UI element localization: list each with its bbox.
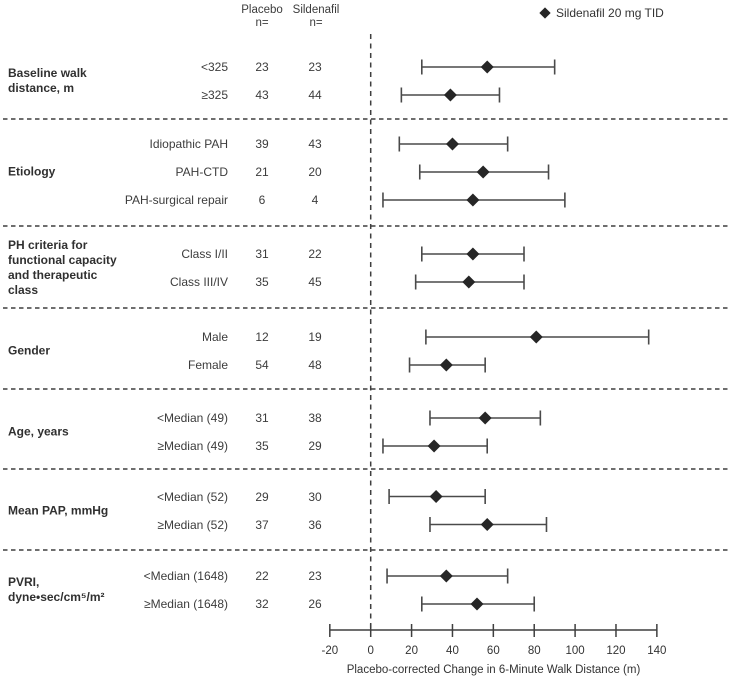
section-label: Gender: [8, 343, 51, 358]
subgroup-label: ≥Median (52): [157, 517, 228, 532]
subgroup-label: ≥325: [201, 88, 228, 102]
subgroup-label: <Median (52): [156, 489, 228, 504]
sildenafil-n-value: 36: [308, 517, 322, 532]
placebo-n-value: 6: [258, 193, 266, 207]
x-axis-tick-label: 40: [446, 645, 459, 657]
section-label-line: Baseline walk: [8, 66, 87, 80]
x-axis-tick-label: 140: [647, 645, 667, 657]
placebo-n-value: 31: [255, 247, 269, 261]
sildenafil-n-value: 23: [308, 60, 322, 74]
sildenafil-n-value: 45: [308, 275, 322, 289]
section-label-line: class: [8, 283, 39, 297]
sildenafil-n-value: 44: [308, 88, 322, 102]
column-header-sildenafil-sub: n=: [309, 17, 323, 29]
sildenafil-n-value: 30: [308, 489, 322, 504]
sildenafil-n-value: 29: [308, 439, 322, 453]
x-axis-tick-label: -20: [321, 645, 339, 657]
section-label-line: PH criteria for: [8, 238, 88, 252]
subgroup-label: Female: [187, 358, 228, 372]
subgroup-label: Class I/II: [181, 247, 228, 261]
subgroup-label: Idiopathic PAH: [149, 137, 228, 151]
section-label: Etiology: [8, 164, 56, 179]
subgroup-label: PAH-CTD: [175, 165, 228, 179]
section-label-line: PVRI,: [8, 575, 40, 589]
section-label-line: functional capacity: [8, 253, 117, 267]
sildenafil-n-value: 23: [308, 569, 322, 583]
placebo-n-value: 43: [255, 88, 269, 102]
column-header-sildenafil-title: Sildenafil: [292, 4, 340, 16]
section-label-line: dyne•sec/cm⁵/m²: [8, 590, 105, 604]
subgroup-label: <Median (1648): [143, 569, 228, 583]
subgroup-label: <325: [200, 60, 228, 74]
x-axis-tick-label: 60: [486, 645, 500, 657]
sildenafil-n-value: 4: [311, 193, 319, 207]
subgroup-label: Class III/IV: [169, 275, 228, 289]
sildenafil-n-value: 38: [308, 411, 322, 425]
placebo-n-value: 54: [255, 358, 269, 372]
section-label: Mean PAP, mmHg: [8, 503, 109, 517]
placebo-n-value: 23: [255, 60, 269, 74]
sildenafil-n-value: 48: [308, 358, 322, 372]
sildenafil-n-value: 26: [308, 597, 322, 611]
placebo-n-value: 37: [255, 517, 269, 532]
column-header-placebo-sub: n=: [255, 17, 269, 29]
placebo-n-value: 21: [255, 165, 269, 179]
placebo-n-value: 32: [255, 597, 269, 611]
subgroup-label: <Median (49): [156, 411, 228, 425]
sildenafil-n-value: 43: [308, 137, 322, 151]
section-label: Age, years: [8, 424, 69, 439]
placebo-n-value: 12: [255, 330, 269, 344]
legend-label: Sildenafil 20 mg TID: [556, 6, 664, 20]
subgroup-label: ≥Median (1648): [144, 597, 228, 611]
placebo-n-value: 35: [255, 439, 269, 453]
x-axis-tick-label: 120: [606, 645, 626, 657]
x-axis-tick-label: 20: [405, 645, 418, 657]
sildenafil-n-value: 19: [308, 330, 322, 344]
sildenafil-n-value: 20: [308, 165, 322, 179]
placebo-n-value: 39: [255, 137, 269, 151]
x-axis-tick-label: 0: [367, 645, 374, 657]
x-axis-title: Placebo-corrected Change in 6-Minute Walk Distance (m): [346, 664, 641, 676]
section-label-line: distance, m: [8, 81, 75, 95]
section-label-line: and therapeutic: [8, 268, 98, 282]
subgroup-label: PAH-surgical repair: [124, 193, 228, 207]
placebo-n-value: 29: [255, 489, 269, 504]
subgroup-label: Male: [201, 330, 228, 344]
column-header-placebo-title: Placebo: [241, 4, 283, 16]
subgroup-label: ≥Median (49): [157, 439, 228, 453]
placebo-n-value: 22: [255, 569, 269, 583]
placebo-n-value: 31: [255, 411, 269, 425]
placebo-n-value: 35: [255, 275, 269, 289]
sildenafil-n-value: 22: [308, 247, 322, 261]
x-axis-tick-label: 100: [565, 645, 585, 657]
x-axis-tick-label: 80: [527, 645, 541, 657]
